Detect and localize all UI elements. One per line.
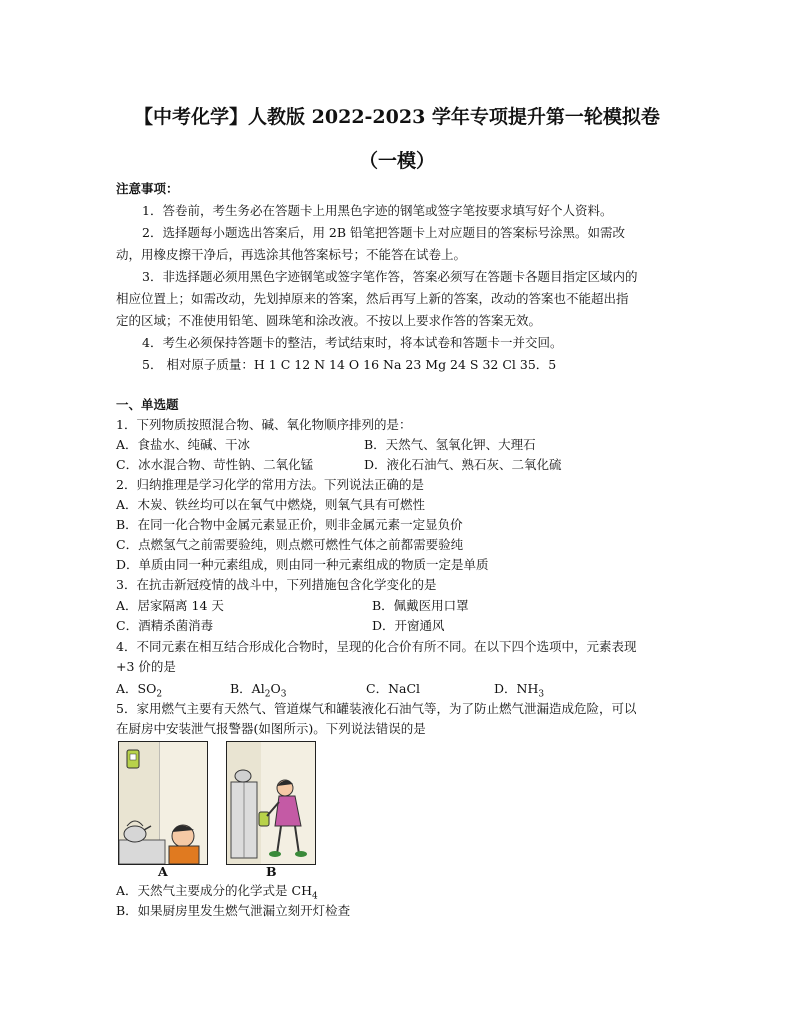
note-4: 4．考生必须保持答题卡的整洁，考试结束时，将本试卷和答题卡一并交回。 bbox=[142, 335, 563, 350]
q4-option-d: D．$NH_3$ bbox=[494, 681, 545, 700]
section-heading: 一、单选题 bbox=[116, 397, 179, 412]
kitchen-illustration-b bbox=[227, 742, 315, 864]
note-2: 2．选择题每小题选出答案后，用 2B 铅笔把答题卡上对应题目的答案标号涂黑。如需改 bbox=[142, 225, 626, 240]
q1-option-d: D．液化石油气、熟石灰、二氧化硫 bbox=[364, 457, 562, 472]
q5-stem-cont: 在厨房中安装泄气报警器(如图所示)。下列说法错误的是 bbox=[116, 721, 426, 736]
figure-b-label: B bbox=[266, 864, 277, 879]
q2-option-a: A．木炭、铁丝均可以在氧气中燃烧，则氧气具有可燃性 bbox=[116, 497, 426, 512]
note-3-cont-1: 相应位置上；如需改动，先划掉原来的答案，然后再写上新的答案，改动的答案也不能超出指 bbox=[116, 291, 629, 306]
q1-option-b: B．天然气、氢氧化钾、大理石 bbox=[364, 437, 536, 452]
q2-option-d: D．单质由同一种元素组成，则由同一种元素组成的物质一定是单质 bbox=[116, 557, 489, 572]
note-2-cont: 动，用橡皮擦干净后，再选涂其他答案标号；不能答在试卷上。 bbox=[116, 247, 467, 262]
note-3-cont-2: 定的区域；不准使用铅笔、圆珠笔和涂改液。不按以上要求作答的答案无效。 bbox=[116, 313, 542, 328]
q5-option-a: A．天然气主要成分的化学式是 $CH_4$ bbox=[116, 883, 318, 902]
q4-stem: 4．不同元素在相互结合形成化合物时，呈现的化合价有所不同。在以下四个选项中，元素表现 bbox=[116, 639, 637, 654]
q2-option-c: C．点燃氢气之前需要验纯，则点燃可燃性气体之前都需要验纯 bbox=[116, 537, 464, 552]
q3-option-b: B．佩戴医用口罩 bbox=[372, 598, 469, 613]
q3-option-a: A．居家隔离 14 天 bbox=[116, 598, 224, 613]
q2-stem: 2．归纳推理是学习化学的常用方法。下列说法正确的是 bbox=[116, 477, 424, 492]
q1-option-c: C．冰水混合物、苛性钠、二氧化锰 bbox=[116, 457, 314, 472]
gas-alarm-figure-b bbox=[226, 741, 316, 865]
page-title: 【中考化学】人教版 2022-2023 学年专项提升第一轮模拟卷 bbox=[134, 106, 660, 128]
kitchen-illustration-a bbox=[119, 742, 207, 864]
notes-heading: 注意事项： bbox=[116, 181, 179, 196]
q1-option-a: A．食盐水、纯碱、干冰 bbox=[116, 437, 251, 452]
page-subtitle: （一模） bbox=[358, 150, 435, 172]
q5-option-b: B．如果厨房里发生燃气泄漏立刻开灯检查 bbox=[116, 903, 351, 918]
q3-option-c: C．酒精杀菌消毒 bbox=[116, 618, 214, 633]
q4-option-a: A．$SO_2$ bbox=[116, 681, 163, 700]
note-1: 1．答卷前，考生务必在答题卡上用黑色字迹的钢笔或签字笔按要求填写好个人资料。 bbox=[142, 203, 613, 218]
q3-option-d: D．开窗通风 bbox=[372, 618, 445, 633]
q2-option-b: B．在同一化合物中金属元素显正价，则非金属元素一定显负价 bbox=[116, 517, 463, 532]
kettle bbox=[124, 826, 146, 842]
q4-option-c: C．NaCl bbox=[366, 681, 421, 696]
q4-option-b: B．$Al_2O_3$ bbox=[230, 681, 287, 700]
q3-stem: 3．在抗击新冠疫情的战斗中，下列措施包含化学变化的是 bbox=[116, 577, 437, 592]
q4-stem-cont: +3 价的是 bbox=[116, 659, 176, 674]
q1-stem: 1．下列物质按照混合物、碱、氧化物顺序排列的是： bbox=[116, 417, 412, 432]
figure-a-label: A bbox=[158, 864, 168, 879]
note-5-atomic-masses: 5． 相对原子质量：H 1 C 12 N 14 O 16 Na 23 Mg 24 S 32 Cl 35．5 bbox=[142, 357, 557, 372]
q5-stem: 5．家用燃气主要有天然气、管道煤气和罐装液化石油气等，为了防止燃气泄漏造成危险，可以 bbox=[116, 701, 637, 716]
gas-alarm-figure-a bbox=[118, 741, 208, 865]
note-3: 3．非选择题必须用黑色字迹钢笔或签字笔作答，答案必须写在答题卡各题目指定区域内的 bbox=[142, 269, 638, 284]
